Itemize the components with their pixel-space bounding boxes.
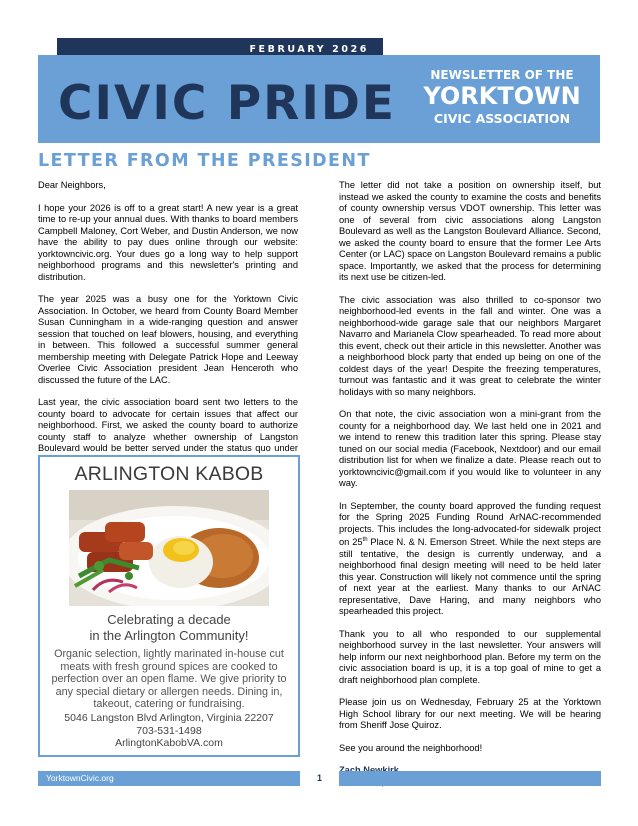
- letter-paragraph: Last year, the civic association board sent two letters to the county board to advocate for certain issues that affect our neighborhood. First, we asked the county board to authorize county staff to analyze whether ownership of Langston Boulevard would be better served under the status quo under: [38, 397, 298, 453]
- issue-date: FEBRUARY 2026: [249, 44, 369, 55]
- paragraph-text: Place N. & N. Emerson Street. While the next steps are still tentative, the design is currently underway, and a neighborhood final design meeting will need to be held later this year. Construction will likely not commence until the spring of next year at the earliest. Many thanks to our ArNAC representative, Dave Haring, and many neighbors who spearheaded this project.: [339, 537, 602, 617]
- ad-description: Organic selection, lightly marinated in-house cut meats with fresh ground spices are cooked to perfection over an open flame. We give priority to any special dietary or allergen needs. Dining in, takeout, catering or fundraising.: [51, 648, 287, 711]
- section-heading: LETTER FROM THE PRESIDENT: [38, 151, 371, 171]
- letter-greeting: Dear Neighbors,: [38, 180, 106, 190]
- newsletter-title: CIVIC PRIDE: [58, 76, 396, 131]
- letter-paragraph: [339, 501, 601, 618]
- ad-title: ARLINGTON KABOB: [74, 463, 264, 485]
- letter-closing: See you around the neighborhood!: [339, 742, 483, 753]
- letter-paragraph: Please join us on Wednesday, February 25 at the Yorktown High School library for our next meeting. We will be hearing from Sheriff Jose Quiroz.: [339, 697, 601, 731]
- organization-name-civic-association: CIVIC ASSOCIATION: [433, 111, 571, 126]
- footer-website: YorktownCivic.org: [46, 773, 114, 783]
- letter-paragraph: The letter did not take a position on ownership itself, but instead we asked the county to examine the costs and benefits of county ownership versus VDOT ownership. This letter was one of several from civic associations along Langston Boulevard as well as the Langston Boulevard Alliance. Second, we asked the county board to ensure that the former Lee Arts Center (or LAC) space on Langston Boulevard remains a public space. Importantly, we asked that the process for determining its next use be citizen-led.: [339, 180, 601, 282]
- letter-paragraph: The civic association was also thrilled to co-sponsor two neighborhood-led events in the fall and winter. One was a neighborhood-wide garage sale that our neighbors Margaret Navarro and Marianela Clow spearheaded. To read more about this event, check out their article in this newsletter. Another was a neighborhood block party that ended up being on one of the coldest days of the year! Despite the freezing temperatures, turnout was fantastic and it was great to celebrate the winter holidays with so many neighbors.: [339, 294, 601, 397]
- ad-tagline-line: in the Arlington Community!: [89, 628, 249, 643]
- organization-name-yorktown: YORKTOWN: [423, 82, 581, 110]
- advertisement-arlington-kabob: [38, 455, 300, 757]
- letter-paragraph: Thank you to all who responded to our supplemental neighborhood survey in the last newsletter. Your answers will help inform our next neighborhood plan. Before my term on the civic association board is up, it is a top goal of mine to get a draft neighborhood plan complete.: [339, 628, 601, 685]
- ad-address: 5046 Langston Blvd Arlington, Virginia 22207: [64, 712, 274, 724]
- ad-tagline: [40, 612, 298, 644]
- letter-paragraph: I hope your 2026 is off to a great start! A new year is a great time to re-up your annual dues. With thanks to board members Campbell Maloney, Cort Weber, and Dustin Anderson, we now have the ability to pay dues online through our website: yorktowncivic.org. Your dues go a long way to help support neighborhood programs and this newsletter's printing and distribution.: [38, 202, 298, 282]
- ordinal-suffix: th: [362, 537, 368, 543]
- newsletter-of-label: NEWSLETTER OF THE: [430, 68, 574, 82]
- letter-column-left: [38, 180, 298, 477]
- page-number: 1: [316, 773, 322, 783]
- letter-paragraph: On that note, the civic association won a mini-grant from the county for a neighborhood day. We last held one in 2021 and we intend to renew this tradition later this spring. Please stay tuned on our social media (Facebook, Nextdoor) and our email distribution list for when we finalize a date. Please reach out to yorktowncivic@gmail.com if you would like to volunteer in any way.: [339, 409, 601, 488]
- letter-column-right: [339, 180, 601, 788]
- ad-tagline-line: Celebrating a decade: [107, 612, 231, 627]
- footer-bar-right: [339, 771, 601, 786]
- letter-paragraph: The year 2025 was a busy one for the Yorktown Civic Association. In October, we heard from County Board Member Susan Cunningham in a wide-ranging question and answer session that touched on leaf blowers, housing, and everything in between. This followed a successful summer general membership meeting with Delegate Patrick Hope and Leeway Overlee Civic Association president Jean Henceroth who discussed the future of the LAC.: [38, 294, 298, 385]
- paragraph-text: In September, the county board approved the funding request for the Spring 2025 Funding Round ArNAC-recommended projects. This includes the long-advocated-for sidewalk project on 25: [339, 500, 601, 548]
- ad-website: ArlingtonKabobVA.com: [115, 737, 223, 749]
- ad-phone: 703-531-1498: [136, 724, 202, 737]
- ad-contact: [40, 712, 298, 750]
- kabob-plate-photo: [69, 490, 269, 606]
